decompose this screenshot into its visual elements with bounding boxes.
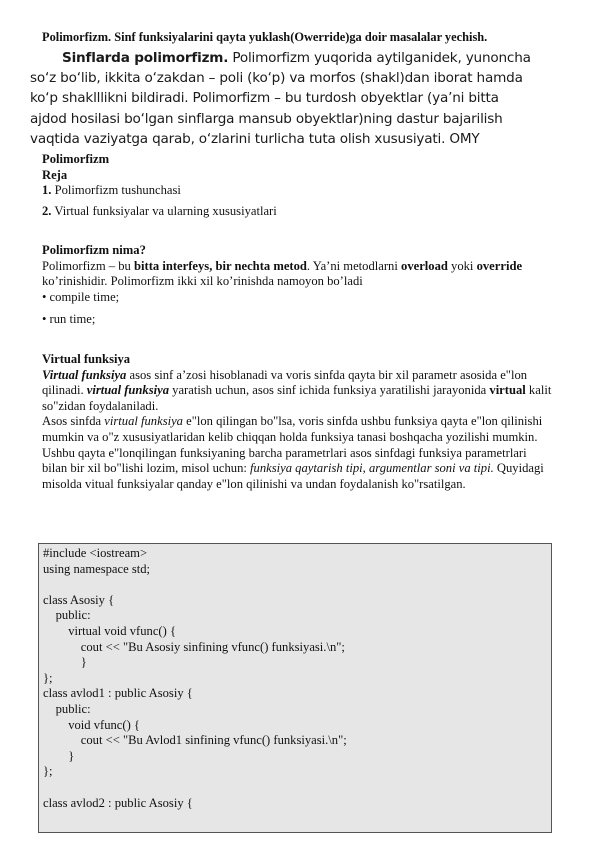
code-line: class Asosiy { xyxy=(43,592,115,607)
plan-item-2: 2. Virtual funksiyalar va ularning xususiyatlari xyxy=(42,203,277,218)
code-line: using namespace std; xyxy=(43,561,151,576)
code-line: } xyxy=(43,655,87,670)
code-line: public: xyxy=(43,608,91,623)
scan-line-5: vaqtida vaziyatga qarab, o‘zlarini turlicha tuta olish xususiyati. OMY xyxy=(30,130,480,147)
scan-line-4: ajdod hosilasi bo‘lgan sinflarga mansub obyektlar)ning dastur bajarilish xyxy=(30,110,503,127)
what-bullet-1: • compile time; xyxy=(42,289,120,304)
what-paragraph: Polimorfizm – bu bitta interfeys, bir nechta metod. Ya’ni metodlarni overload yoki override ko’rinishidir. Polimorfizm ikki xil ko’rinishda namoyon bo’ladi xyxy=(42,258,523,289)
code-line: virtual void vfunc() { xyxy=(43,623,177,638)
virtual-paragraph-3: Ushbu qayta e"lonqilingan funksiyaning barcha parametrlari asos sinfdagi funksiya parametrlari bilan bir xil bo"lishi lozim, misol uchun: funksiya qaytarish tipi, argumentlar soni va tipi. Quyidagi misolda vitual funksiyalar qanday e"lon qilinishi va undan foydalanish ko"rsatilgan. xyxy=(42,445,544,491)
code-line: public: xyxy=(43,701,91,716)
virtual-heading: Virtual funksiya xyxy=(42,352,131,366)
code-line: class avlod2 : public Asosiy { xyxy=(43,795,193,810)
plan-item-1: 1. Polimorfizm tushunchasi xyxy=(42,183,181,198)
plan-reja: Reja xyxy=(42,167,68,182)
what-heading: Polimorfizm nima? xyxy=(42,243,146,257)
what-bullet-2: • run time; xyxy=(42,312,96,327)
code-line: cout << "Bu Asosiy sinfining vfunc() funksiyasi.\n"; xyxy=(43,639,345,654)
scan-heading: Sinflarda polimorfizm. xyxy=(62,50,229,66)
code-line: cout << "Bu Avlod1 sinfining vfunc() funksiyasi.\n"; xyxy=(43,733,347,748)
code-line: }; xyxy=(43,670,53,685)
code-line: } xyxy=(43,748,75,763)
virtual-section xyxy=(42,352,554,492)
virtual-paragraph-2: Asos sinfda virtual funksiya e"lon qilingan bo"lsa, voris sinfda ushbu funksiya qayta e"lon qilinishi mumkin va o"z xususiyatlaridan kelib chiqqan holda funksiya tanasi boshqacha yozilishi mumkin. xyxy=(42,414,543,444)
scan-line-3: ko‘p shaklllikni bildiradi. Polimorfizm – bu turdosh obyektlar (ya’ni bitta xyxy=(30,90,499,107)
scan-line-2: so‘z bo‘lib, ikkita o‘zakdan – poli (ko‘p) va morfos (shakl)dan iborat hamda xyxy=(30,70,523,87)
plan-section xyxy=(42,152,554,219)
plan-heading: Polimorfizm xyxy=(42,152,110,166)
page-title: Polimorfizm. Sinf funksiyalarini qayta yuklash(Owerride)ga doir masalalar yechish. xyxy=(42,30,488,44)
code-line: }; xyxy=(43,764,53,779)
what-section xyxy=(42,243,554,328)
code-line: #include <iostream> xyxy=(43,546,148,560)
code-line: class avlod1 : public Asosiy { xyxy=(43,686,193,701)
virtual-paragraph-1: Virtual funksiya asos sinf a’zosi hisoblanadi va voris sinfda qayta bir xil parametr asosida e"lon qilinadi. virtual funksiya yaratish uchun, asos sinf ichida funksiya yaratilishi jarayonida virtual kalit so"zidan foydalaniladi. xyxy=(42,367,552,413)
code-line: void vfunc() { xyxy=(43,717,140,732)
scan-line-1: Sinflarda polimorfizm. Polimorfizm yuqorida aytilganidek, yunoncha xyxy=(62,50,531,66)
scanned-textbook-excerpt xyxy=(30,48,570,149)
code-listing xyxy=(43,546,547,811)
code-block xyxy=(38,543,552,833)
